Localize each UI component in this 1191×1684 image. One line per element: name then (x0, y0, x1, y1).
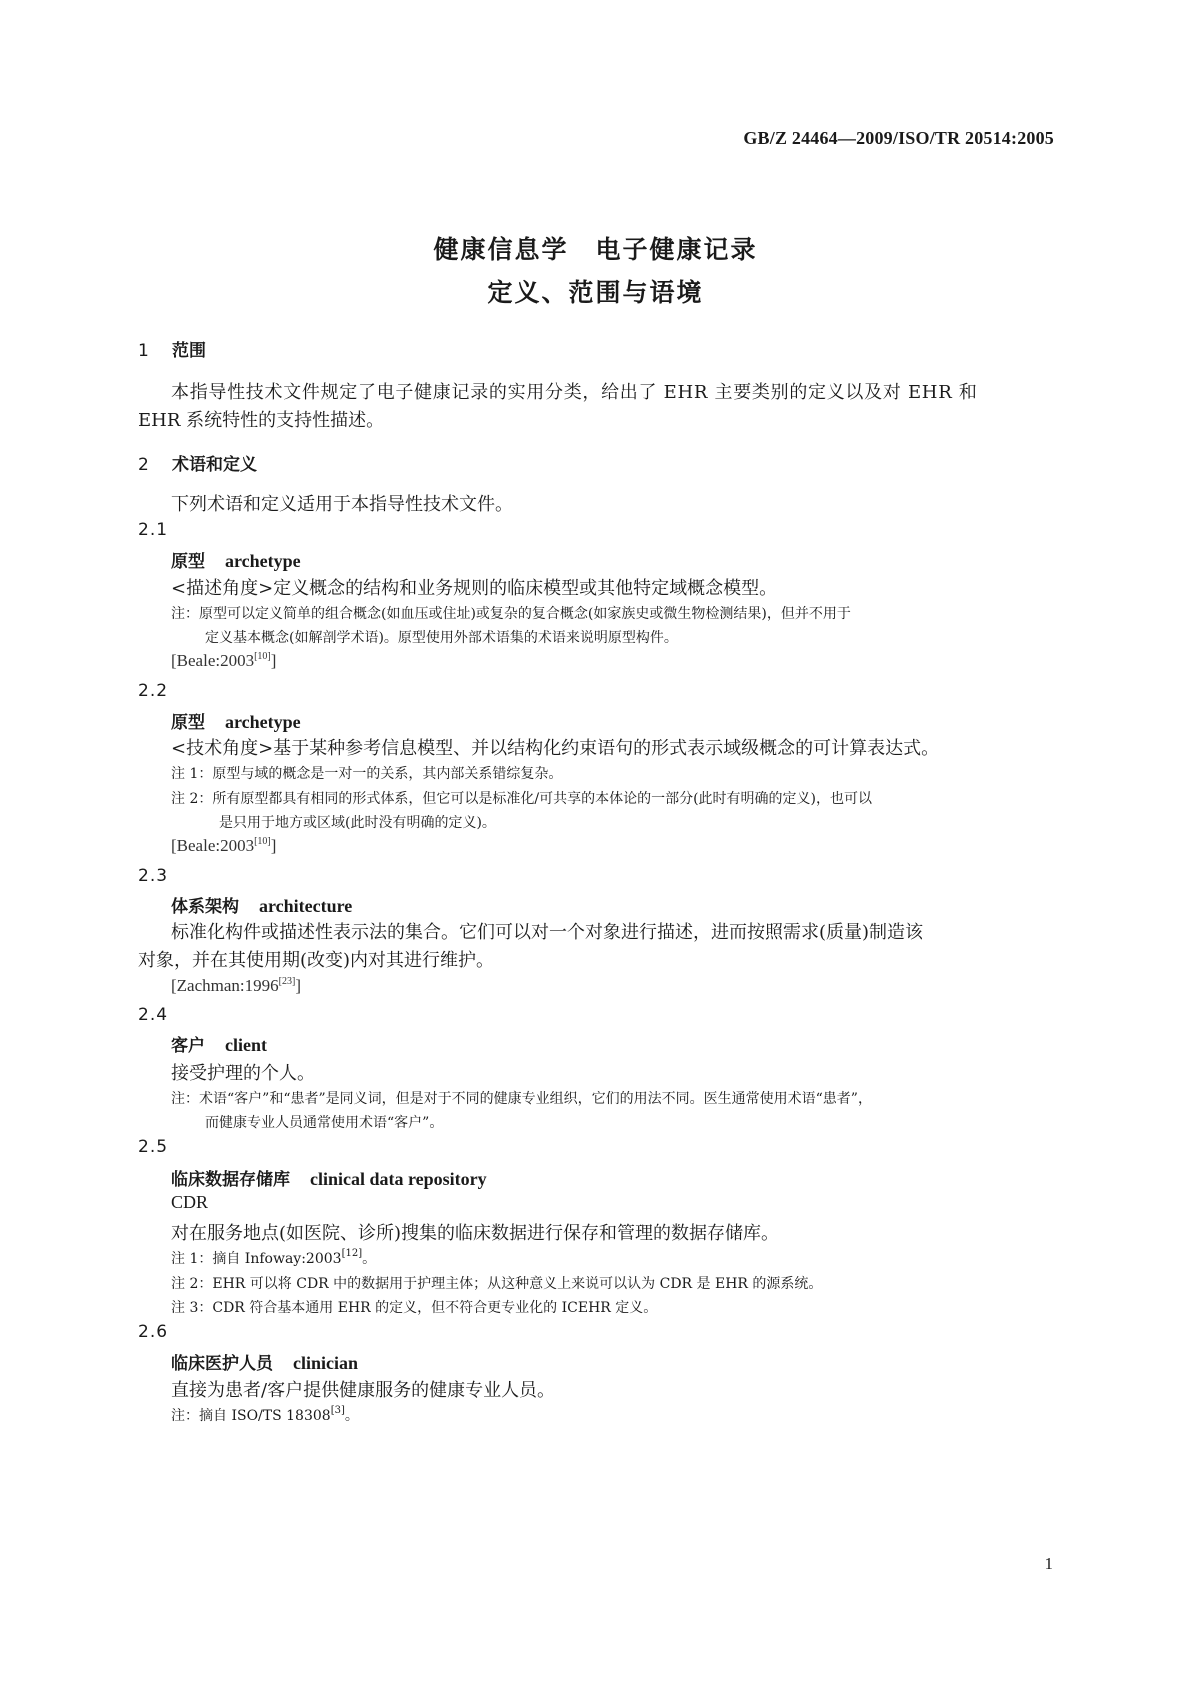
note-line: 注：摘自 ISO/TS 18308[3]。 (171, 1405, 359, 1424)
term-definition: <描述角度>定义概念的结构和业务规则的临床模型或其他特定域概念模型。 (171, 578, 778, 599)
term-english: architecture (259, 896, 353, 916)
paragraph-line: EHR 系统特性的支持性描述。 (138, 410, 385, 431)
note-line: 注：术语“客户”和“患者”是同义词，但是对于不同的健康专业组织，它们的用法不同。医生通常使用术语“患者”， (171, 1091, 872, 1107)
term-definition: 标准化构件或描述性表示法的集合。它们可以对一个对象进行描述，进而按照需求(质量)制造该 (171, 922, 924, 943)
term-chinese: 原型 (171, 552, 205, 572)
term-heading (171, 1349, 358, 1374)
term-english: archetype (225, 551, 301, 571)
term-chinese: 临床数据存储库 (171, 1170, 290, 1190)
clause-number: 2.3 (138, 866, 169, 886)
term-chinese: 临床医护人员 (171, 1354, 273, 1374)
note-line: 注 2：所有原型都具有相同的形式体系，但它可以是标准化/可共享的本体论的一部分(此时有明确的定义)，也可以 (171, 791, 872, 807)
term-english: client (225, 1035, 267, 1055)
page-number: 1 (1044, 1554, 1053, 1573)
note-line: 是只用于地方或区域(此时没有明确的定义)。 (219, 815, 496, 831)
note-line: 注：原型可以定义简单的组合概念(如血压或住址)或复杂的复合概念(如家族史或微生物检测结果)，但并不用于 (171, 606, 851, 622)
citation-ref: [3] (330, 1405, 345, 1416)
term-heading (171, 547, 301, 572)
term-definition: <技术角度>基于某种参考信息模型、并以结构化约束语句的形式表示域级概念的可计算表达式。 (171, 738, 940, 759)
note-line: 注 2：EHR 可以将 CDR 中的数据用于护理主体；从这种意义上来说可以认为 CDR 是 EHR 的源系统。 (171, 1276, 823, 1292)
term-definition: 对在服务地点(如医院、诊所)搜集的临床数据进行保存和管理的数据存储库。 (171, 1223, 780, 1244)
document-title-line2: 定义、范围与语境 (487, 278, 704, 307)
citation-ref: [10] (254, 651, 271, 662)
clause-number: 2.5 (138, 1137, 169, 1157)
section-title: 术语和定义 (172, 455, 257, 475)
section-number: 2 (138, 455, 149, 475)
section-heading-2 (138, 450, 257, 475)
note-line: 而健康专业人员通常使用术语“客户”。 (205, 1115, 444, 1131)
section-title: 范围 (172, 341, 206, 361)
term-heading (171, 1031, 267, 1056)
term-english: clinical data repository (310, 1169, 487, 1189)
paragraph-line: 下列术语和定义适用于本指导性技术文件。 (171, 494, 513, 515)
note-line: 注 1：摘自 Infoway:2003[12]。 (171, 1248, 377, 1267)
section-number: 1 (138, 341, 149, 361)
clause-number: 2.2 (138, 681, 169, 701)
term-chinese: 客户 (171, 1036, 205, 1056)
citation-ref: [23] (278, 976, 296, 987)
term-english: clinician (293, 1353, 359, 1373)
term-definition: 直接为患者/客户提供健康服务的健康专业人员。 (171, 1380, 556, 1401)
standard-number: GB/Z 24464—2009/ISO/TR 20514:2005 (743, 128, 1054, 148)
citation-ref: [10] (254, 836, 271, 847)
clause-number: 2.1 (138, 520, 169, 540)
term-abbreviation: CDR (171, 1192, 209, 1212)
source-citation: [Beale:2003[10]] (171, 651, 277, 670)
clause-number: 2.6 (138, 1322, 169, 1342)
term-chinese: 原型 (171, 713, 205, 733)
term-english: archetype (225, 712, 301, 732)
term-definition: 接受护理的个人。 (171, 1063, 315, 1084)
source-citation: [Beale:2003[10]] (171, 836, 277, 855)
clause-number: 2.4 (138, 1005, 169, 1025)
document-title-line1: 健康信息学 电子健康记录 (433, 235, 758, 264)
note-line: 注 3：CDR 符合基本通用 EHR 的定义，但不符合更专业化的 ICEHR 定义。 (171, 1300, 658, 1316)
note-line: 注 1：原型与域的概念是一对一的关系，其内部关系错综复杂。 (171, 766, 563, 782)
note-line: 定义基本概念(如解剖学术语)。原型使用外部术语集的术语来说明原型构件。 (205, 630, 678, 646)
section-heading-1 (138, 336, 206, 361)
citation-ref: [12] (341, 1248, 363, 1259)
source-citation: [Zachman:1996[23]] (171, 976, 301, 995)
term-heading (171, 892, 352, 917)
term-chinese: 体系架构 (171, 897, 239, 917)
paragraph-line: 本指导性技术文件规定了电子健康记录的实用分类，给出了 EHR 主要类别的定义以及对 EHR 和 (171, 382, 978, 403)
term-definition: 对象，并在其使用期(改变)内对其进行维护。 (138, 950, 495, 971)
term-heading (171, 1165, 487, 1190)
term-heading (171, 708, 301, 733)
